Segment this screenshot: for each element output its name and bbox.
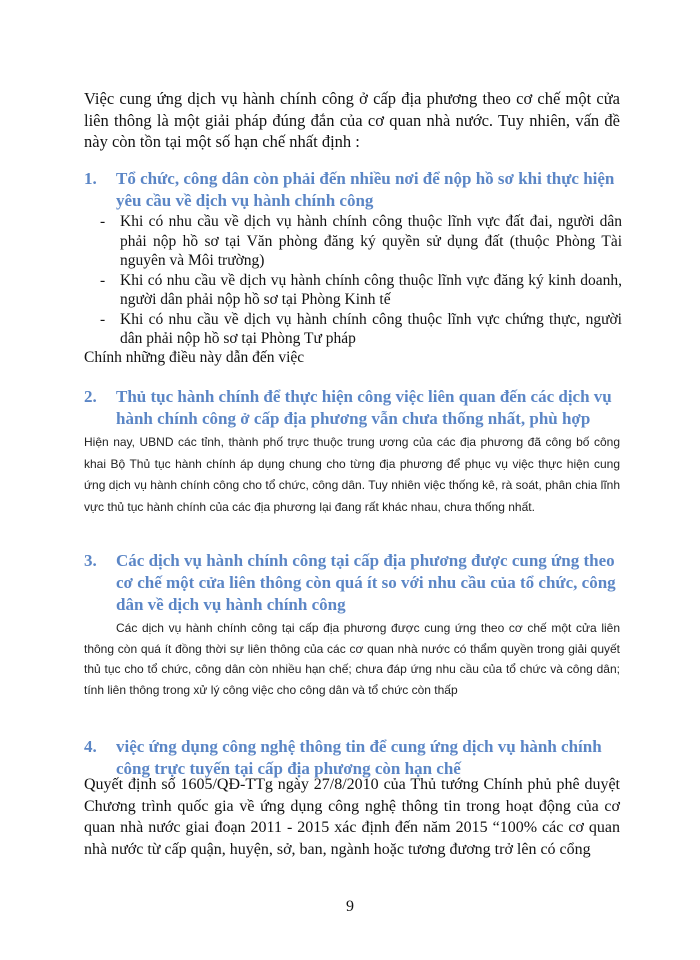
bullet-dash: - bbox=[100, 271, 106, 289]
bullet-text: Khi có nhu cầu về dịch vụ hành chính công thuộc lĩnh vực chứng thực, người dân phải nộp hồ sơ tại Phòng Tư pháp bbox=[120, 310, 622, 347]
list-item bbox=[100, 310, 622, 349]
list-item bbox=[100, 212, 622, 271]
section-1-bullet-list bbox=[100, 212, 622, 349]
section-2-title: Thủ tục hành chính để thực hiện công việc liên quan đến các dịch vụ hành chính công ở cấp địa phương vẫn chưa thống nhất, phù hợp bbox=[116, 387, 612, 428]
bullet-dash: - bbox=[100, 310, 106, 328]
section-1-number: 1. bbox=[84, 169, 97, 188]
section-3-body: Các dịch vụ hành chính công tại cấp địa phương được cung ứng theo cơ chế một cửa liên thông còn quá ít đồng thời sự liên thông của các cơ quan nhà nước có thẩm quyền trong giải quyết thủ tục cho tổ chức, công dân còn nhiều hạn chế; chưa đáp ứng nhu cầu của tổ chức và công dân; tính liên thông trong xử lý công việc cho công dân và tổ chức còn thấp bbox=[84, 621, 620, 697]
bullet-dash: - bbox=[100, 213, 106, 230]
bullet-text: Khi có nhu cầu về dịch vụ hành chính công thuộc lĩnh vực đất đai, người dân phải nộp hồ sơ tại Văn phòng đăng ký quyền sử dụng đất (thuộc Phòng Tài nguyên và Môi trường) bbox=[120, 213, 622, 269]
section-1-title: Tổ chức, công dân còn phải đến nhiều nơi để nộp hồ sơ khi thực hiện yêu cầu về dịch vụ hành chính công bbox=[116, 169, 615, 210]
section-4-number: 4. bbox=[84, 737, 97, 756]
intro-paragraph: Việc cung ứng dịch vụ hành chính công ở cấp địa phương theo cơ chế một cửa liên thông là một giải pháp đúng đắn của cơ quan nhà nước. Tuy nhiên, vấn đề này còn tồn tại một số hạn chế nhất định : bbox=[84, 89, 620, 151]
section-1-tail: Chính những điều này dẫn đến việc bbox=[84, 349, 305, 366]
section-3-number: 3. bbox=[84, 551, 97, 570]
page-number: 9 bbox=[346, 898, 354, 915]
section-2-number: 2. bbox=[84, 387, 97, 406]
section-4-body: Quyết định số 1605/QĐ-TTg ngày 27/8/2010 của Thủ tướng Chính phủ phê duyệt Chương trình quốc gia về ứng dụng công nghệ thông tin trong hoạt động của cơ quan nhà nước giai đoạn 2011 - 2015 xác định đến năm 2015 “100% các cơ quan nhà nước từ cấp quận, huyện, sở, ban, ngành hoặc tương đương trở lên có cổng bbox=[84, 776, 620, 858]
section-3-title: Các dịch vụ hành chính công tại cấp địa phương được cung ứng theo cơ chế một cửa liên thông còn quá ít so với nhu cầu của tổ chức, công dân về dịch vụ hành chính công bbox=[116, 551, 616, 614]
bullet-text: Khi có nhu cầu về dịch vụ hành chính công thuộc lĩnh vực đăng ký kinh doanh, người dân phải nộp hồ sơ tại Phòng Kinh tế bbox=[120, 271, 622, 308]
list-item bbox=[100, 271, 622, 310]
section-2-body: Hiện nay, UBND các tỉnh, thành phố trực thuộc trung ương của các địa phương đã công bố công khai Bộ Thủ tục hành chính áp dụng chung cho từng địa phương để phục vụ việc thực hiện cung ứng dịch vụ hành chính công cho tổ chức, công dân. Tuy nhiên việc thống kê, rà soát, phân chia lĩnh vực thủ tục hành chính của các địa phương lại đang rất khác nhau, chưa thống nhất. bbox=[84, 435, 620, 514]
section-4-title: việc ứng dụng công nghệ thông tin để cung ứng dịch vụ hành chính công trực tuyến tại cấp địa phương còn hạn chế bbox=[116, 737, 602, 778]
